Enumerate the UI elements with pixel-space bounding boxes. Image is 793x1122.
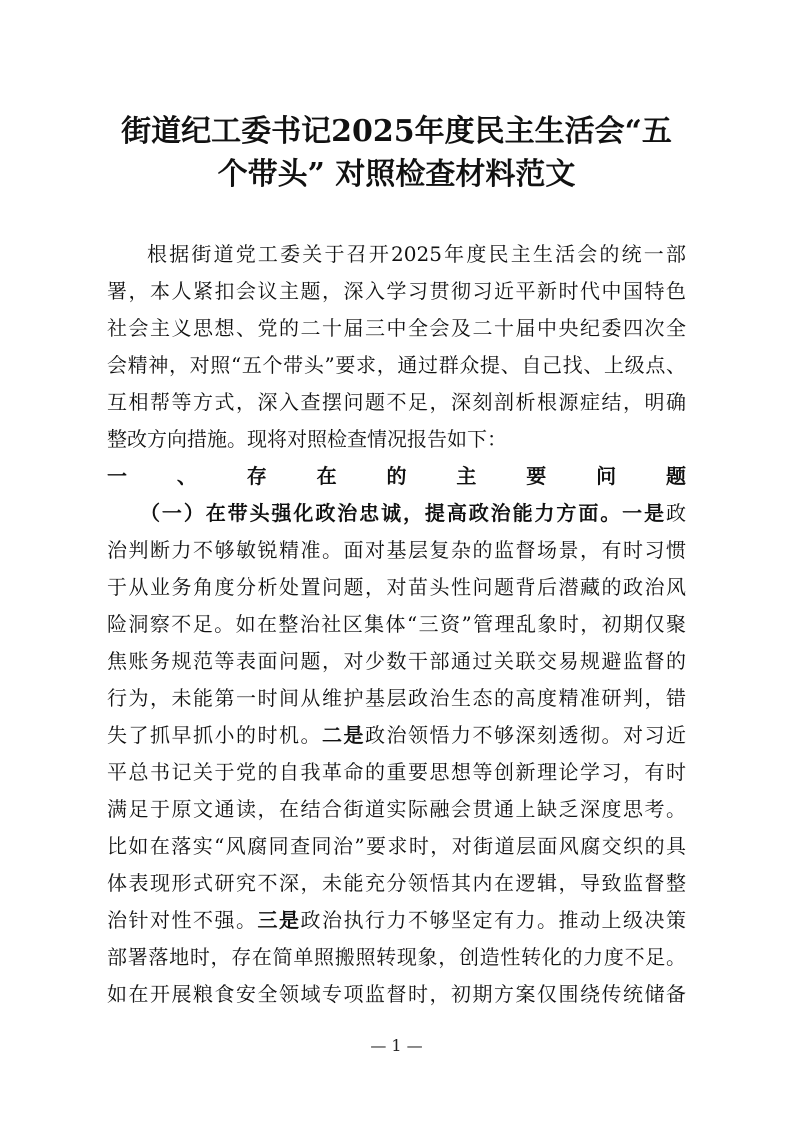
text-segment: 焦账务规范等表面问题，对少数干部通过关联交易规避监督的 <box>107 649 686 673</box>
bold-text-segment: 一是 <box>622 501 667 525</box>
text-line <box>107 939 686 976</box>
text-segment: 会精神，对照“五个带头”要求，通过群众提、自己找、上级点、 <box>107 353 686 377</box>
text-line <box>107 902 686 939</box>
text-segment: 部署落地时，存在简单照搬照转现象，创造性转化的力度不足。 <box>107 945 686 969</box>
text-line <box>107 643 686 680</box>
document-title-line-1: 街道纪工委书记2025年度民主生活会“五 <box>121 114 672 149</box>
text-segment: 治针对性不强。 <box>107 908 258 932</box>
text-line <box>107 791 686 828</box>
text-segment: 社会主义思想、党的二十届三中全会及二十届中央纪委四次全 <box>107 316 686 340</box>
document-title-line-2: 个带头” 对照检查材料范文 <box>217 157 576 192</box>
text-segment: 治判断力不够敏锐精准。面对基层复杂的监督场景，有时习惯 <box>107 538 686 562</box>
text-line <box>107 976 686 1013</box>
text-segment: 整改方向措施。现将对照检查情况报告如下： <box>107 427 507 451</box>
text-line <box>107 532 686 569</box>
text-line <box>107 865 686 902</box>
text-segment: 平总书记关于党的自我革命的重要思想等创新理论学习，有时 <box>107 760 686 784</box>
text-line <box>107 569 686 606</box>
text-line <box>107 828 686 865</box>
bold-text-segment: （一）在带头强化政治忠诚，提高政治能力方面。 <box>140 501 623 525</box>
text-line <box>107 495 686 532</box>
bold-text-segment: 三是 <box>257 908 301 932</box>
text-segment: 互相帮等方式，深入查摆问题不足，深刻剖析根源症结，明确 <box>107 390 686 414</box>
text-segment: 政治执行力不够坚定有力。推动上级决策 <box>300 908 686 932</box>
text-segment: 如在开展粮食安全领域专项监督时，初期方案仅围绕传统储备 <box>107 982 686 1006</box>
text-segment: 署，本人紧扣会议主题，深入学习贯彻习近平新时代中国特色 <box>107 279 686 303</box>
text-line <box>107 347 686 384</box>
text-line <box>107 606 686 643</box>
text-line <box>107 310 686 347</box>
text-line <box>107 236 686 273</box>
text-segment: 根据街道党工委关于召开2025年度民主生活会的统一部 <box>147 242 686 266</box>
page-number: — 1 — <box>370 1036 423 1055</box>
text-segment: 行为，未能第一时间从维护基层政治生态的高度精准研判，错 <box>107 686 686 710</box>
text-line <box>107 273 686 310</box>
text-segment: 政治领悟力不够深刻透彻。对习近 <box>365 723 686 747</box>
text-segment: 满足于原文通读，在结合街道实际融会贯通上缺乏深度思考。 <box>107 797 686 821</box>
text-line <box>107 717 686 754</box>
text-line <box>107 421 686 458</box>
text-segment: 体表现形式研究不深，未能充分领悟其内在逻辑，导致监督整 <box>107 871 686 895</box>
text-segment: 险洞察不足。如在整治社区集体“三资”管理乱象时，初期仅聚 <box>107 612 686 636</box>
text-segment: 一、存在的主要问题 <box>107 464 686 488</box>
text-segment: 于从业务角度分析处置问题，对苗头性问题背后潜藏的政治风 <box>107 575 686 599</box>
text-segment: 失了抓早抓小的时机。 <box>107 723 322 747</box>
text-line <box>107 680 686 717</box>
text-segment: 政 <box>666 501 687 525</box>
text-line <box>107 384 686 421</box>
bold-text-segment: 二是 <box>322 723 365 747</box>
document-body <box>107 236 686 1013</box>
text-line <box>107 754 686 791</box>
section-heading <box>107 458 686 495</box>
text-segment: 比如在落实“风腐同查同治”要求时，对街道层面风腐交织的具 <box>107 834 686 858</box>
